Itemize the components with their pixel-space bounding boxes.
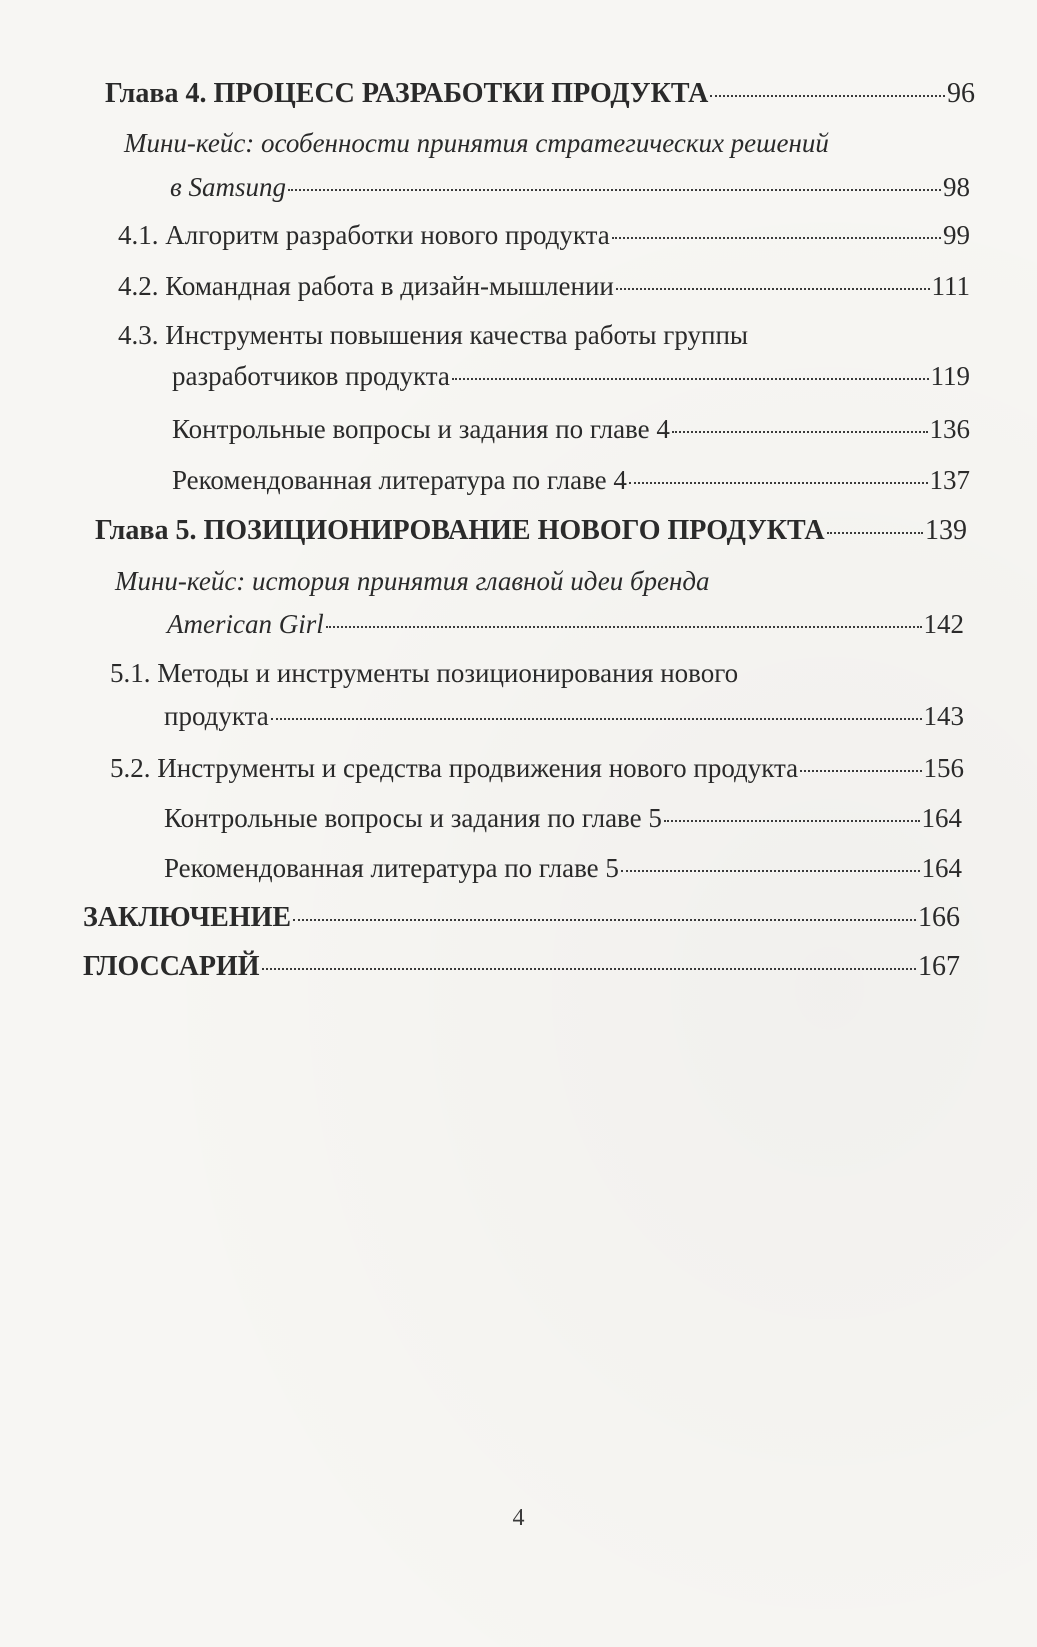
toc-page-number: 96 [947,78,975,109]
toc-entry-section-4-1[interactable] [118,219,970,251]
dot-leader [288,188,941,191]
dot-leader [452,377,929,380]
toc-entry-title: Рекомендованная литература по главе 4 [172,465,627,495]
dot-leader [827,531,923,534]
toc-entry-title: Глава 4. ПРОЦЕСС РАЗРАБОТКИ ПРОДУКТА [105,78,709,109]
toc-entry-section-5-1[interactable] [164,700,964,732]
toc-entry-case-4[interactable] [170,171,970,203]
toc-page-number: 166 [918,902,960,933]
toc-entry-title: в Samsung [170,172,286,202]
toc-page-number: 98 [943,172,970,202]
dot-leader [271,717,922,720]
dot-leader [293,918,916,921]
toc-page-number: 139 [925,515,967,546]
toc-entry-title: 5.2. Инструменты и средства продвижения нового продукта [110,753,799,783]
toc-entry-title: Рекомендованная литература по главе 5 [164,853,619,883]
toc-page-number: 137 [929,465,970,495]
dot-leader [262,967,916,970]
toc-page-number: 156 [923,753,964,783]
dot-leader [612,236,941,239]
toc-entry-title: ЗАКЛЮЧЕНИЕ [83,902,292,933]
toc-entry-literature-5[interactable] [164,852,962,884]
toc-page-number: 136 [929,414,970,444]
toc-entry-section-4-2[interactable] [118,270,970,302]
toc-page-number: 143 [923,701,964,731]
toc-entry-title: Глава 5. ПОЗИЦИОНИРОВАНИЕ НОВОГО ПРОДУКТА [95,515,825,546]
toc-entry-conclusion[interactable] [83,902,960,934]
dot-leader [672,430,928,433]
toc-entry-chapter-5[interactable] [95,515,967,547]
dot-leader [800,769,921,772]
toc-entry-section-5-1-line1: 5.1. Методы и инструменты позиционирования нового [110,658,739,688]
toc-entry-title: Контрольные вопросы и задания по главе 5 [164,803,662,833]
toc-page-number: 119 [930,361,970,391]
toc-entry-chapter-4[interactable] [105,78,975,110]
toc-entry-section-4-3[interactable] [172,360,970,392]
page-number: 4 [512,1505,525,1531]
toc-entry-title: Контрольные вопросы и задания по главе 4 [172,414,670,444]
toc-page-number: 111 [931,271,970,301]
toc-entry-section-4-3-line1: 4.3. Инструменты повышения качества работы группы [118,320,749,350]
dot-leader [629,481,928,484]
dot-leader [616,287,930,290]
toc-entry-title: 4.2. Командная работа в дизайн-мышлении [118,271,614,301]
toc-entry-title: разработчиков продукта [172,361,450,391]
toc-entry-title: American Girl [167,609,324,639]
toc-entry-case-4-line1: Мини-кейс: особенности принятия стратегических решений [124,128,829,158]
toc-entry-case-5-line1: Мини-кейс: история принятия главной идеи бренда [115,566,710,596]
toc-entry-glossary[interactable] [83,951,960,983]
toc-entry-title: 4.1. Алгоритм разработки нового продукта [118,220,610,250]
toc-entry-questions-4[interactable] [172,413,970,445]
dot-leader [710,94,945,97]
dot-leader [664,819,920,822]
toc-page-number: 142 [923,609,964,639]
toc-page-number: 99 [943,220,970,250]
dot-leader [621,869,920,872]
toc-page-number: 164 [921,803,962,833]
toc-entry-section-5-2[interactable] [110,752,964,784]
toc-entry-title: продукта [164,701,269,731]
toc-entry-questions-5[interactable] [164,802,962,834]
toc-entry-title: ГЛОССАРИЙ [83,951,260,982]
toc-page-number: 164 [921,853,962,883]
toc-entry-case-5[interactable] [167,608,964,640]
dot-leader [326,625,922,628]
toc-page-number: 167 [918,951,960,982]
toc-entry-literature-4[interactable] [172,464,970,496]
